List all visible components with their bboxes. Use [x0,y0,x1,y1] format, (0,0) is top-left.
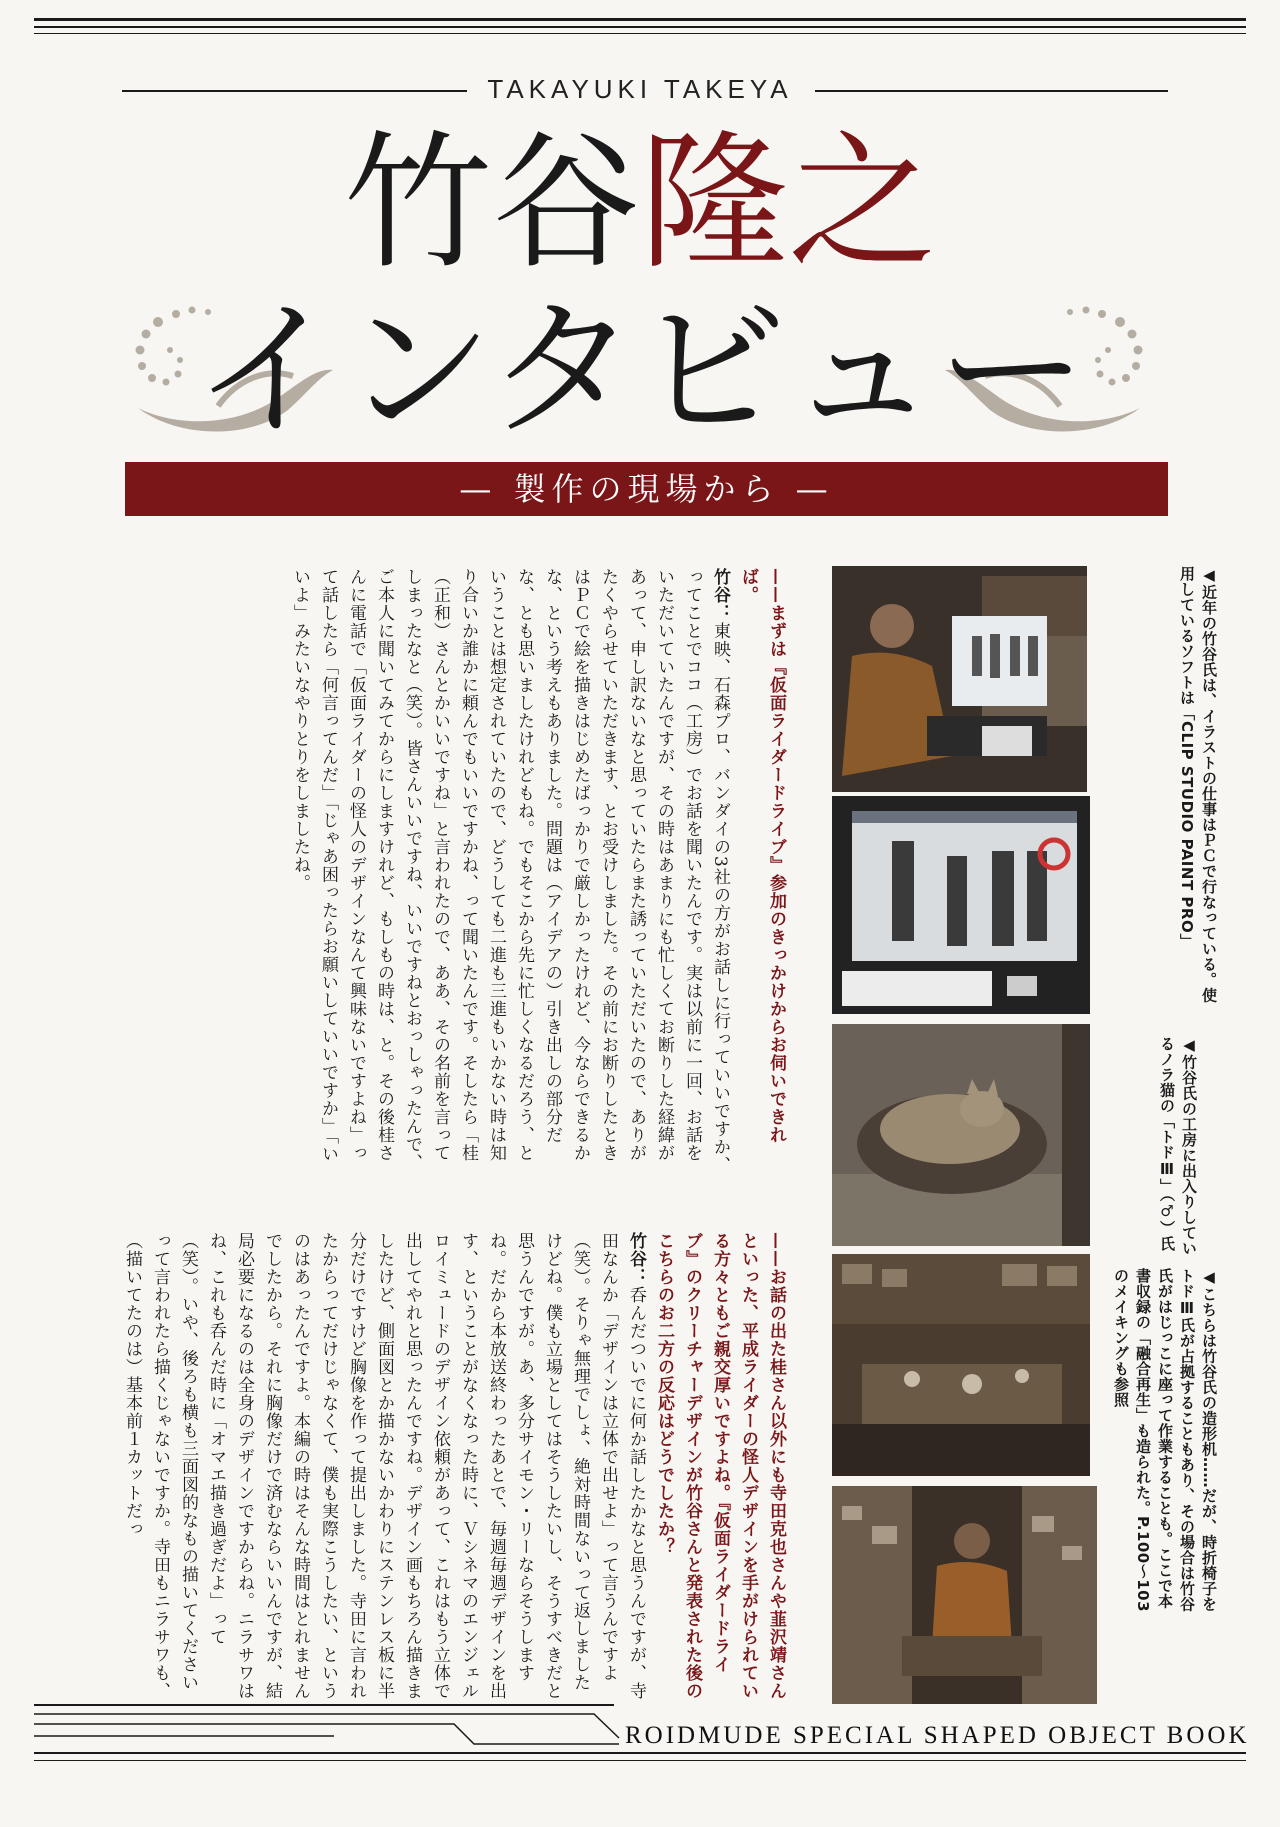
title-name [0,118,1280,288]
top-rule-1 [34,18,1246,21]
photo-monitor [832,796,1090,1014]
question2: ——お話の出た桂さん以外にも寺田克也さんや韮沢靖さんといった、平成ライダーの怪人デザインを手がけられている方々ともご親交厚いですよね。『仮面ライダードライブ』のクリーチャーデザインが竹谷さんと発表された後のこちらのお二方の反応はどうでしたか？ [654,1232,786,1700]
caption-1: ◀近年の竹谷氏は、イラストの仕事はＰＣで行なっている。使用しているソフトは「CLIP STUDIO PAINT PRO」 [1178,566,1218,1003]
footer-rule-bottom [34,1760,1246,1761]
photo-artist-desk [832,566,1087,792]
title-name-a: 竹谷 [344,117,640,289]
intro-question: ——まずは『仮面ライダードライブ』参加のきっかけからお伺いできれば。 [738,568,786,1144]
subtitle-band: — 製作の現場から — [125,462,1168,516]
top-rule-3 [34,33,1246,34]
caption-3: ◀こちらは竹谷氏の造形机……だが、時折椅子をトドⅢ氏が占拠することもあり、その場合は竹谷氏がはじっこに座って作業することも。ここで本書収録の「融合再生」も造られた。P.100〜103のメイキングも参照 [1112,1268,1218,1613]
footer-book-title: ROIDMUDE SPECIAL SHAPED OBJECT BOOK [625,1722,1250,1749]
caption-2: ◀竹谷氏の工房に出入りしているノラ猫の「トドⅢ」（♂）氏 [1158,1036,1198,1256]
photo-artist-sculpting [832,1486,1097,1704]
lower-text-block [96,1232,790,1700]
upper-text-block [110,568,790,1178]
title-interview: インタビュー [192,284,1087,458]
footer-circuit-icon [34,1708,624,1750]
photo-workshop [832,1254,1090,1476]
title-name-b: 隆之 [640,117,936,289]
answer1-speaker: 竹谷： [710,568,730,622]
answer2-text: 呑んだついでに何か話したかなと思うんですが、寺田なんか「デザインは立体で出せよ」って言うんですよ（笑）。そりゃ無理でしょ、絶対時間ないって返しましたけどね。僕も立場としてはそうしたいし、そうすべきだと思うんですが。あ、多分サイモン・リーならそうしますね。だから本放送終わったあとで、毎週毎週デザインを出す、ということがなくなった時に、Ｖシネマのエンジェルロイミュードのデザイン依頼があって、これはもう立体で出してやれと思ったんですね。デザイン画もちろん描きましたけど、側面図とか描かないかわりにステンレス板に半分だけですけど胸像を作って提出しました。寺田に言われたからってだけじゃなくて、僕も実際こうしたい、というのはあったんですよ。本編の時はそんな時間はとれませんでしたから。それに胸像だけで済むならいいんですが、結局必要になるのは全身のデザインですからね。ニラサワはね、これも呑んだ時に「オマエ描き過ぎだよ」って（笑）。いや、後ろも横も三面図的なもの描いてくださいって言われたら描くじゃないですか。寺田もニラサワも、（描いてたのは）基本前１カットだっ [122,1232,646,1700]
name-en: TAKAYUKI TAKEYA [487,74,793,104]
footer-rule-upper [34,1704,614,1706]
answer2-speaker: 竹谷： [626,1232,646,1286]
photo-cat [832,1024,1090,1246]
answer1-text: 東映、石森プロ、バンダイの3社の方がお話しに行っていいですか、ってことでココ（工房）でお話を聞いたんです。実は以前に一回、お話をいただいていたんですが、その時はあまりにも忙しくてお断りした経緯があって、申し訳ないなと思っていたらまた誘っていただいたので、ありがたくやらせていただきます、とお受けしました。その前にお断りしたときはＰＣで絵を描きはじめたばっかりで厳しかったけれど、今ならできるかな、という考えもありました。問題は（アイデアの）引き出しの部分だな、とも思いましたけれどもね。でもそこから先に忙しくなるだろう、ということは想定されていたので、どうしても二進も三進もいかない時は知り合いか誰かに頼んでもいいですかね、って聞いたんです。そしたら「桂（正和）さんとかいいですね」と言われたので、ああ、その名前を言ってしまったなと（笑）。皆さんいいですね、いいですねとおっしゃったんで、ご本人に聞いてみてからにしますけれど、もしもの時は、と。その後桂さんに電話で「仮面ライダーの怪人のデザインなんて興味ないですよね」って話したら「何言ってんだ」「じゃあ困ったらお願いしていいですか」「いいよ」みたいなやりとりをしましたね。 [290,568,730,1174]
footer-rule-lower [34,1752,1246,1754]
top-rule-2 [34,26,1246,28]
